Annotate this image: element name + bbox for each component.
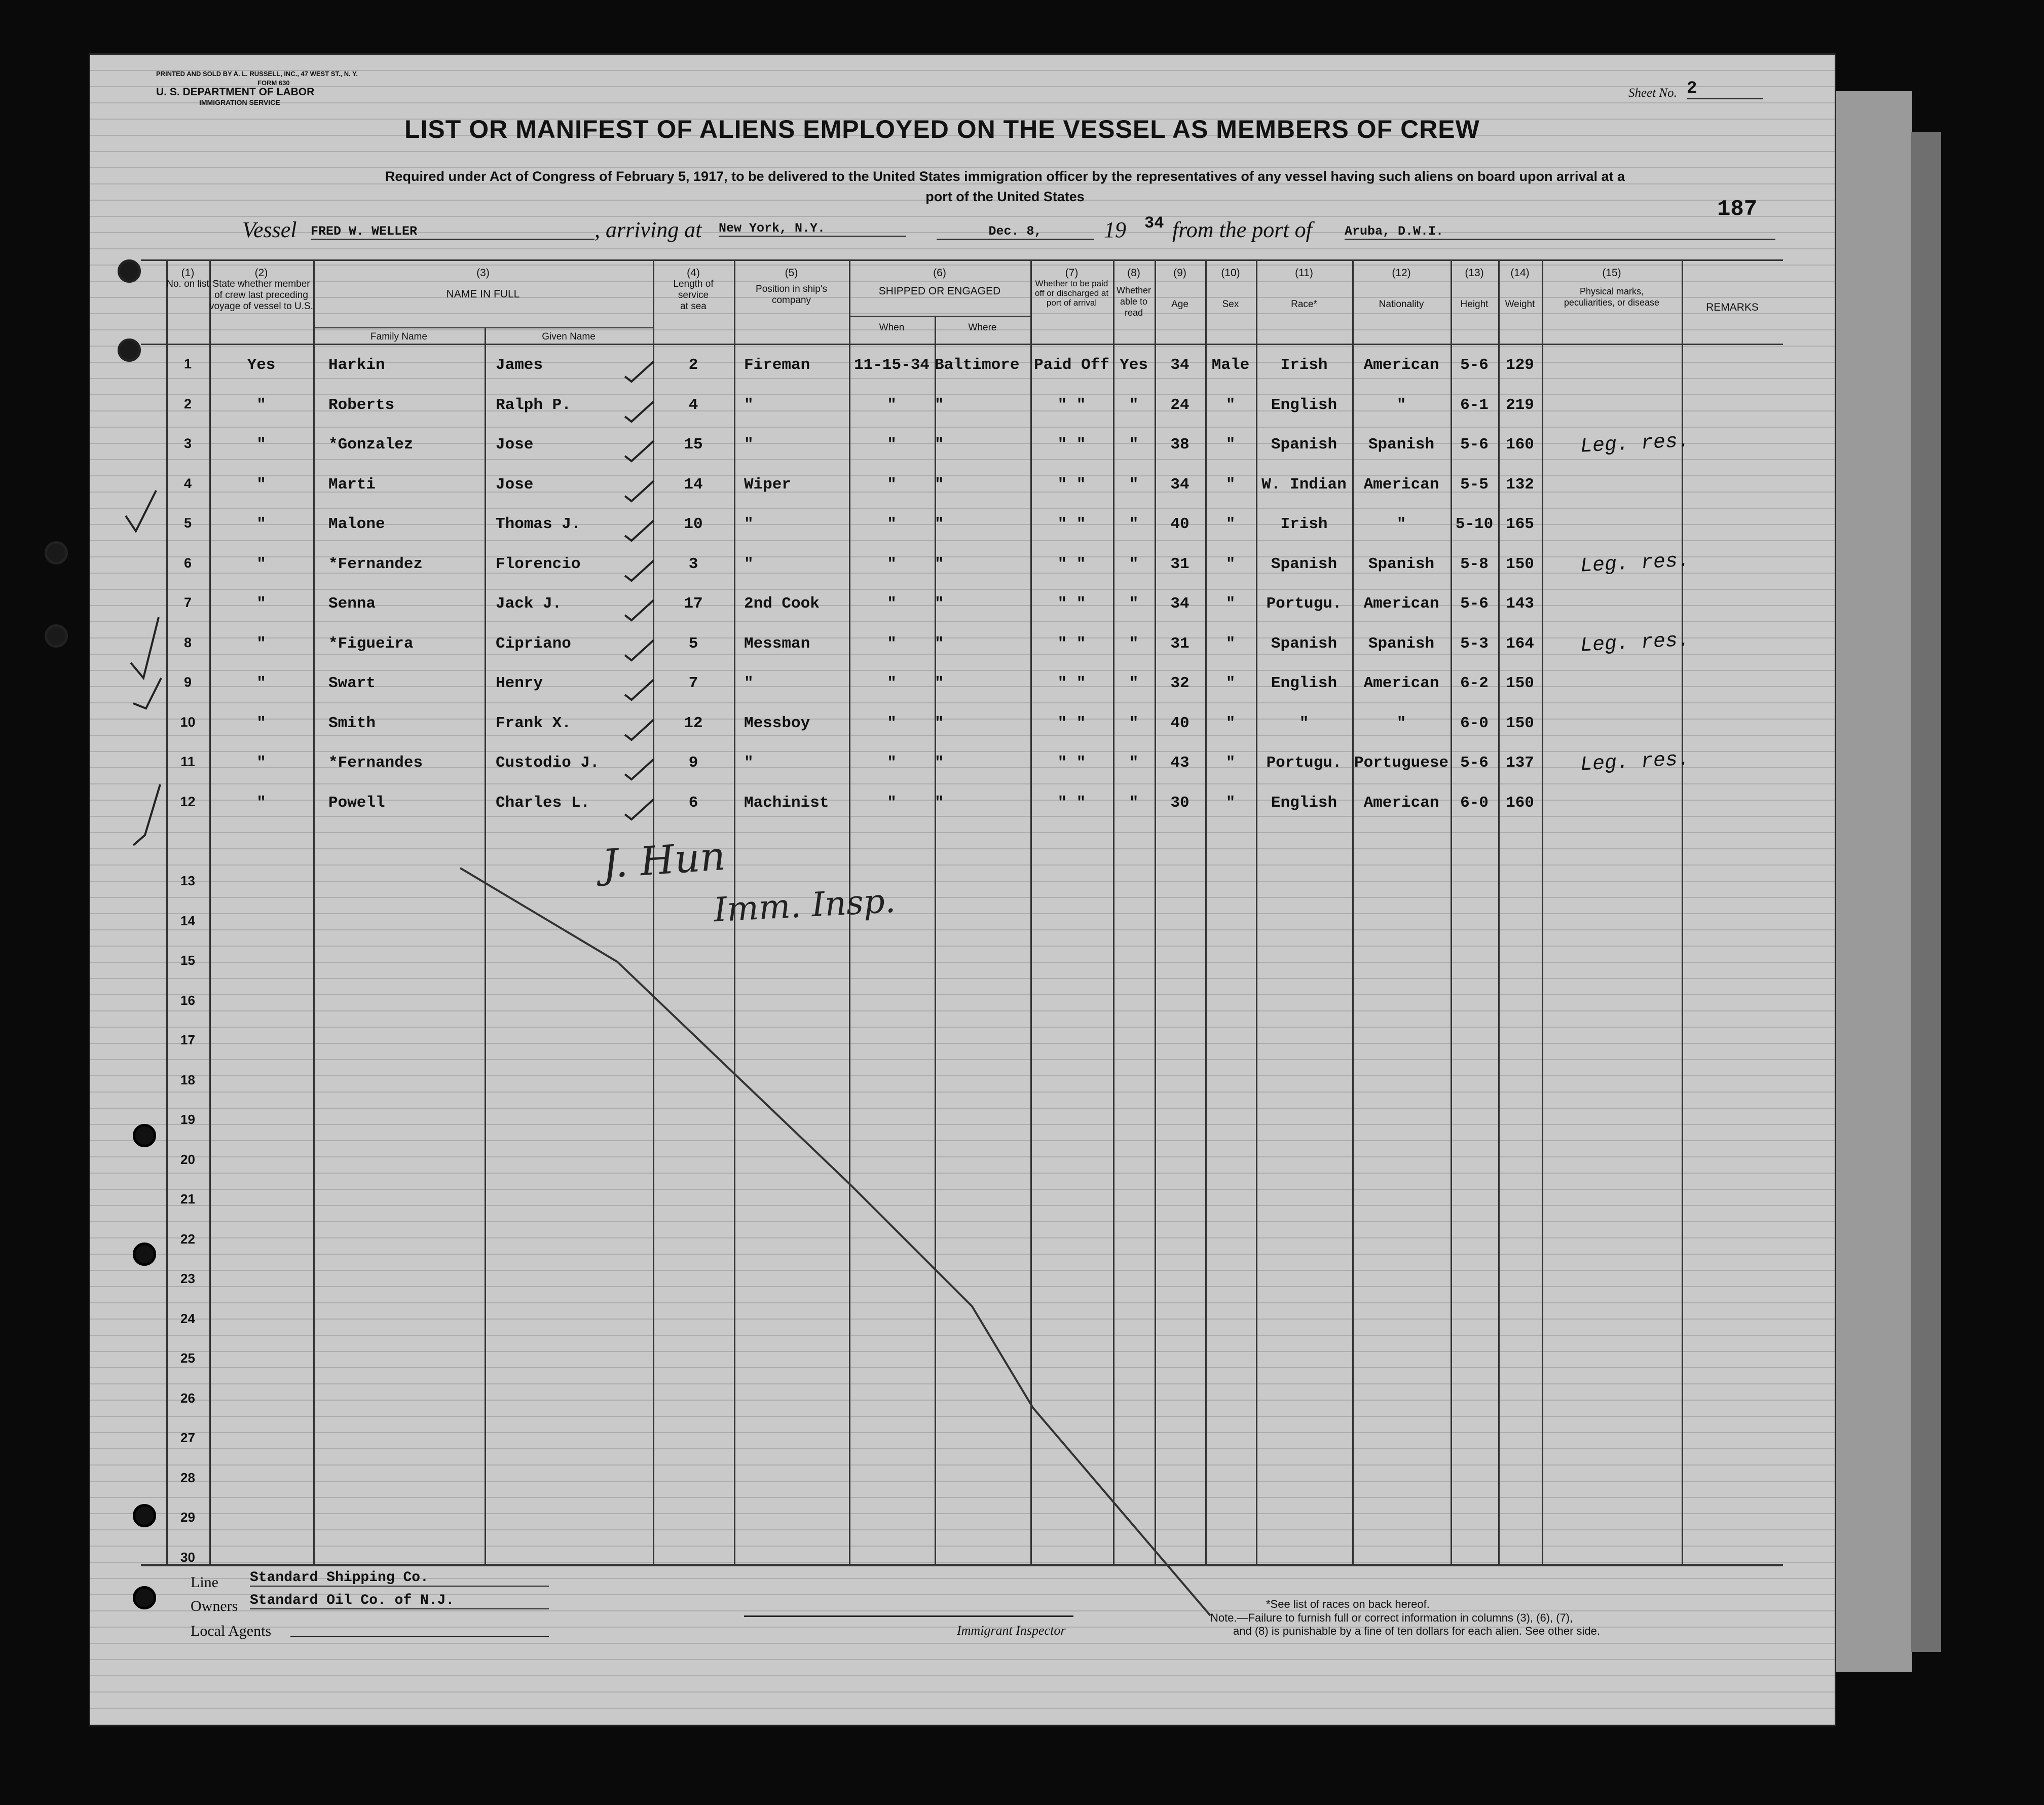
cell-race: Portugu. (1266, 595, 1342, 613)
cell-shipped-where: Baltimore (935, 356, 1020, 374)
cell-shipped-where: " (935, 595, 944, 613)
cell-row-number: 11 (180, 754, 195, 769)
sheet-label: Sheet No. (1628, 86, 1677, 100)
sheet-number: 2 (1687, 79, 1763, 99)
cell-able-to-read: " (1129, 595, 1139, 613)
cell-nationality: American (1363, 794, 1439, 812)
cell-row-number: 4 (183, 475, 192, 491)
cell-position: " (744, 754, 754, 772)
cell-race: Irish (1280, 515, 1328, 533)
cell-paid-off: " " (1057, 515, 1086, 533)
cell-row-number: 9 (183, 674, 192, 690)
form-number: FORM 630 (257, 79, 290, 87)
cell-given-name: Florencio (496, 555, 581, 573)
cell-paid-off: " " (1057, 436, 1086, 454)
cell-height: 5-6 (1460, 356, 1489, 374)
line-value: Standard Shipping Co. (250, 1570, 549, 1587)
cell-previous-voyage: " (256, 754, 266, 772)
form-title: LIST OR MANIFEST OF ALIENS EMPLOYED ON THE VESSEL AS MEMBERS OF CREW (404, 115, 1480, 143)
cell-position: " (744, 555, 754, 573)
cell-sex: " (1225, 674, 1236, 692)
cancel-line (90, 55, 1835, 1725)
cell-nationality: Spanish (1368, 634, 1435, 653)
department-name: U. S. DEPARTMENT OF LABOR (156, 86, 315, 98)
cell-physical-marks: Leg. res. (1579, 628, 1691, 658)
cell-age: 34 (1170, 475, 1190, 494)
cell-weight: 160 (1506, 794, 1534, 812)
binder-hole (133, 1243, 156, 1266)
cell-able-to-read: " (1129, 754, 1139, 772)
cell-service-length: 4 (688, 396, 698, 414)
cell-nationality: Spanish (1368, 436, 1435, 454)
col-header-nationality: (12) Nationality (1379, 267, 1424, 310)
cell-weight: 137 (1506, 754, 1534, 772)
cell-race: English (1271, 674, 1337, 692)
cell-weight: 150 (1506, 555, 1534, 573)
cell-shipped-where: " (935, 794, 944, 812)
cell-row-number: 7 (183, 595, 192, 610)
cell-nationality: Portuguese (1354, 754, 1449, 772)
cell-given-name: Ralph P. (496, 396, 571, 414)
cell-nationality: American (1363, 356, 1439, 374)
cell-service-length: 5 (688, 634, 698, 653)
empty-row-number: 28 (180, 1470, 195, 1485)
cell-previous-voyage: " (256, 396, 266, 414)
vessel-label: Vessel (242, 217, 297, 242)
cell-age: 30 (1170, 794, 1190, 812)
year-suffix: 34 (1144, 214, 1164, 233)
col-header-when: When (879, 322, 905, 333)
cell-weight: 129 (1506, 356, 1534, 374)
cell-service-length: 12 (684, 714, 703, 732)
cell-service-length: 10 (684, 515, 703, 533)
cell-height: 6-0 (1460, 714, 1489, 732)
cell-nationality: " (1396, 714, 1406, 732)
empty-row-number: 13 (180, 873, 195, 888)
cell-age: 40 (1170, 515, 1190, 533)
cell-service-length: 15 (684, 436, 703, 454)
cell-age: 38 (1170, 436, 1190, 454)
cell-shipped-where: " (935, 754, 944, 772)
footnote-fine: and (8) is punishable by a fine of ten dollars for each alien. See other side. (1233, 1625, 1601, 1637)
cell-paid-off: " " (1057, 475, 1086, 494)
cell-service-length: 2 (688, 356, 698, 374)
cell-service-length: 17 (684, 595, 703, 613)
col-header-previous-voyage: (2) State whether member of crew last preceding voyage of vessel to U.S. (209, 267, 313, 312)
underlying-sheet-edge (1835, 91, 1912, 1672)
cell-shipped-where: " (935, 515, 944, 533)
cell-previous-voyage: Yes (247, 356, 276, 374)
cell-able-to-read: " (1129, 714, 1139, 732)
cell-given-name: Thomas J. (496, 515, 581, 533)
cell-shipped-when: " (887, 515, 897, 533)
cell-shipped-when: " (887, 674, 897, 692)
inspector-signature: J. Hun (601, 833, 727, 888)
owners-value: Standard Oil Co. of N.J. (250, 1593, 549, 1609)
cell-shipped-when: " (887, 714, 897, 732)
cell-position: Fireman (744, 356, 810, 374)
cell-sex: " (1225, 396, 1236, 414)
cell-paid-off: " " (1057, 674, 1086, 692)
cell-family-name: *Fernandes (328, 754, 423, 772)
empty-row-number: 23 (180, 1271, 195, 1286)
line-label: Line (191, 1574, 218, 1591)
vessel-name: FRED W. WELLER (311, 224, 594, 240)
cell-paid-off: " " (1057, 595, 1086, 613)
cell-given-name: Jose (496, 475, 534, 494)
cell-height: 5-8 (1460, 555, 1489, 573)
cell-row-number: 8 (183, 634, 192, 650)
cell-position: Wiper (744, 475, 792, 494)
empty-row-number: 17 (180, 1032, 195, 1047)
col-header-no: (1) No. on list (166, 267, 209, 289)
col-header-able-to-read: (8) Whether able to read (1116, 267, 1151, 318)
col-header-race: (11) Race* (1291, 267, 1317, 310)
cell-race: Spanish (1271, 634, 1337, 653)
immigrant-inspector-label: Immigrant Inspector (957, 1623, 1066, 1638)
inspector-signature-line (744, 1615, 1073, 1617)
cell-nationality: American (1363, 475, 1439, 494)
binder-hole (133, 1504, 156, 1527)
cell-paid-off: " " (1057, 714, 1086, 732)
cell-previous-voyage: " (256, 674, 266, 692)
cell-position: " (744, 436, 754, 454)
cell-given-name: Jose (496, 436, 534, 454)
col-header-where: Where (968, 322, 997, 333)
cell-given-name: Cipriano (496, 634, 571, 653)
cell-paid-off: " " (1057, 396, 1086, 414)
subtitle-line-2: port of the United States (925, 189, 1085, 204)
col-header-sex: (10) Sex (1221, 267, 1240, 310)
empty-row-number: 19 (180, 1112, 195, 1127)
cell-race: English (1271, 396, 1337, 414)
col-header-physical-marks: (15) Physical marks, peculiarities, or disease (1564, 267, 1660, 308)
cell-weight: 165 (1506, 515, 1534, 533)
from-port: Aruba, D.W.I. (1345, 224, 1775, 240)
cell-row-number: 1 (183, 356, 192, 371)
cell-shipped-when: " (887, 396, 897, 414)
cell-family-name: Powell (328, 794, 385, 812)
cell-able-to-read: " (1129, 794, 1139, 812)
cell-nationality: American (1363, 595, 1439, 613)
cell-shipped-when: " (887, 555, 897, 573)
cell-race: Irish (1280, 356, 1328, 374)
binder-hole (118, 259, 141, 283)
cell-height: 5-6 (1460, 436, 1489, 454)
cell-position: " (744, 674, 754, 692)
cell-age: 32 (1170, 674, 1190, 692)
page-stamp: 187 (1717, 197, 1758, 222)
cell-race: English (1271, 794, 1337, 812)
cell-age: 34 (1170, 595, 1190, 613)
cell-shipped-where: " (935, 714, 944, 732)
cell-service-length: 14 (684, 475, 703, 494)
cell-position: " (744, 396, 754, 414)
empty-row-number: 30 (180, 1549, 195, 1565)
cell-able-to-read: " (1129, 396, 1139, 414)
cell-previous-voyage: " (256, 436, 266, 454)
cell-position: Messboy (744, 714, 810, 732)
cell-shipped-where: " (935, 634, 944, 653)
cell-shipped-where: " (935, 396, 944, 414)
cell-weight: 150 (1506, 674, 1534, 692)
cell-shipped-when: 11-15-34 (854, 356, 930, 374)
cell-previous-voyage: " (256, 515, 266, 533)
cell-position: Messman (744, 634, 810, 653)
col-header-weight: (14) Weight (1505, 267, 1535, 310)
cell-able-to-read: " (1129, 555, 1139, 573)
cell-race: Spanish (1271, 555, 1337, 573)
cell-sex: " (1225, 555, 1236, 573)
binder-hole (45, 624, 68, 648)
owners-label: Owners (191, 1598, 238, 1614)
service-name: IMMIGRATION SERVICE (199, 98, 280, 106)
cell-able-to-read: " (1129, 634, 1139, 653)
cell-weight: 164 (1506, 634, 1534, 653)
cell-family-name: Senna (328, 595, 376, 613)
cell-previous-voyage: " (256, 475, 266, 494)
cell-shipped-when: " (887, 475, 897, 494)
cell-age: 40 (1170, 714, 1190, 732)
cell-paid-off: " " (1057, 555, 1086, 573)
cell-sex: " (1225, 634, 1236, 653)
cell-age: 31 (1170, 555, 1190, 573)
cell-nationality: " (1396, 515, 1406, 533)
cell-height: 6-2 (1460, 674, 1489, 692)
cell-position: Machinist (744, 794, 829, 812)
cell-sex: " (1225, 515, 1236, 533)
binder-hole (118, 339, 141, 362)
cell-previous-voyage: " (256, 714, 266, 732)
cell-family-name: Malone (328, 515, 385, 533)
empty-row-number: 16 (180, 992, 195, 1008)
cell-race: Portugu. (1266, 754, 1342, 772)
cell-able-to-read: Yes (1120, 356, 1148, 374)
footnote-races: *See list of races on back hereof. (1266, 1598, 1430, 1610)
cell-paid-off: " " (1057, 634, 1086, 653)
cell-weight: 219 (1506, 396, 1534, 414)
cell-sex: " (1225, 595, 1236, 613)
cell-shipped-where: " (935, 436, 944, 454)
empty-row-number: 20 (180, 1151, 195, 1167)
cell-service-length: 6 (688, 794, 698, 812)
cell-able-to-read: " (1129, 475, 1139, 494)
cell-row-number: 12 (180, 794, 196, 809)
cell-family-name: Swart (328, 674, 376, 692)
col-header-remarks: REMARKS (1706, 302, 1759, 313)
cell-shipped-when: " (887, 634, 897, 653)
cell-family-name: Smith (328, 714, 376, 732)
cell-shipped-where: " (935, 555, 944, 573)
col-header-given-name: Given Name (542, 331, 596, 342)
agents-label: Local Agents (191, 1623, 272, 1639)
cell-race: " (1299, 714, 1309, 732)
printer-line: PRINTED AND SOLD BY A. L. RUSSELL, INC., 47 WEST ST., N. Y. (156, 70, 358, 78)
inspector-title: Imm. Insp. (713, 881, 897, 930)
empty-row-number: 14 (180, 913, 195, 928)
col-header-age: (9) Age (1171, 267, 1188, 310)
cell-family-name: *Gonzalez (328, 436, 414, 454)
cell-height: 6-0 (1460, 794, 1489, 812)
cell-family-name: Marti (328, 475, 376, 494)
cell-age: 24 (1170, 396, 1190, 414)
cell-service-length: 7 (688, 674, 698, 692)
binder-hole (133, 1124, 156, 1147)
cell-given-name: Jack J. (496, 595, 562, 613)
cell-height: 5-5 (1460, 475, 1489, 494)
cell-given-name: Frank X. (496, 714, 571, 732)
footnote-note: Note.—Failure to furnish full or correct information in columns (3), (6), (7), (1210, 1611, 1573, 1624)
cell-row-number: 3 (183, 436, 192, 451)
manifest-sheet (90, 55, 1835, 1725)
cell-able-to-read: " (1129, 436, 1139, 454)
cell-family-name: Harkin (328, 356, 385, 374)
cell-shipped-where: " (935, 674, 944, 692)
cell-previous-voyage: " (256, 595, 266, 613)
agents-line (290, 1636, 549, 1637)
col-header-name: (3) NAME IN FULL (446, 267, 520, 300)
empty-row-number: 21 (180, 1191, 195, 1207)
cell-row-number: 2 (183, 396, 192, 411)
cell-sex: " (1225, 475, 1236, 494)
cell-row-number: 6 (183, 555, 192, 571)
empty-row-number: 29 (180, 1510, 195, 1525)
cell-family-name: Roberts (328, 396, 395, 414)
cell-race: W. Indian (1261, 475, 1347, 494)
cell-physical-marks: Leg. res. (1579, 549, 1691, 578)
cell-height: 6-1 (1460, 396, 1489, 414)
cell-physical-marks: Leg. res. (1579, 748, 1691, 777)
cell-nationality: " (1396, 396, 1406, 414)
empty-row-number: 22 (180, 1231, 195, 1247)
cell-sex: " (1225, 754, 1236, 772)
empty-row-number: 15 (180, 953, 195, 968)
empty-row-number: 18 (180, 1072, 195, 1087)
col-header-height: (13) Height (1460, 267, 1489, 310)
cell-paid-off: " " (1057, 754, 1086, 772)
cell-nationality: American (1363, 674, 1439, 692)
col-header-family-name: Family Name (370, 331, 427, 342)
cell-family-name: *Figueira (328, 634, 414, 653)
cell-age: 31 (1170, 634, 1190, 653)
cell-height: 5-6 (1460, 595, 1489, 613)
empty-row-number: 25 (180, 1350, 195, 1366)
from-port-label: from the port of (1172, 217, 1312, 242)
cell-service-length: 3 (688, 555, 698, 573)
cell-given-name: Charles L. (496, 794, 590, 812)
cell-family-name: *Fernandez (328, 555, 423, 573)
cell-sex: " (1225, 714, 1236, 732)
cell-weight: 150 (1506, 714, 1534, 732)
cell-sex: " (1225, 436, 1236, 454)
cell-age: 43 (1170, 754, 1190, 772)
cell-previous-voyage: " (256, 794, 266, 812)
cell-paid-off: Paid Off (1034, 356, 1109, 374)
arriving-label: , arriving at (594, 217, 702, 242)
year-prefix: 19 (1104, 217, 1126, 242)
subtitle-line-1: Required under Act of Congress of February 5, 1917, to be delivered to the United States immigration officer by the representatives of any vessel having such aliens on board upon arrival at a (385, 169, 1625, 184)
cell-row-number: 10 (180, 714, 196, 730)
cell-given-name: James (496, 356, 543, 374)
cell-able-to-read: " (1129, 515, 1139, 533)
cell-race: Spanish (1271, 436, 1337, 454)
cell-weight: 143 (1506, 595, 1534, 613)
binder-hole (45, 541, 68, 565)
cell-row-number: 5 (183, 515, 192, 531)
cell-shipped-when: " (887, 436, 897, 454)
arrival-date: Dec. 8, (937, 224, 1094, 240)
cell-shipped-when: " (887, 794, 897, 812)
cell-position: " (744, 515, 754, 533)
empty-row-number: 26 (180, 1390, 195, 1406)
empty-row-number: 24 (180, 1310, 195, 1326)
cell-position: 2nd Cook (744, 595, 820, 613)
cell-shipped-where: " (935, 475, 944, 494)
cell-height: 5-3 (1460, 634, 1489, 653)
cell-height: 5-10 (1455, 515, 1494, 533)
cell-able-to-read: " (1129, 674, 1139, 692)
col-header-paid-off: (7) Whether to be paid off or discharged at port of arrival (1034, 267, 1109, 308)
cell-given-name: Henry (496, 674, 543, 692)
cell-sex: Male (1211, 356, 1250, 374)
underlying-sheet-edge-2 (1911, 132, 1941, 1652)
arriving-port: New York, N.Y. (719, 221, 906, 237)
cell-weight: 160 (1506, 436, 1534, 454)
cell-shipped-when: " (887, 754, 897, 772)
cell-given-name: Custodio J. (496, 754, 600, 772)
cell-previous-voyage: " (256, 634, 266, 653)
cell-weight: 132 (1506, 475, 1534, 494)
col-header-position: (5) Position in ship's company (756, 267, 827, 306)
col-header-shipped: (6) SHIPPED OR ENGAGED (878, 267, 1001, 297)
binder-hole (133, 1586, 156, 1609)
cell-shipped-when: " (887, 595, 897, 613)
cell-previous-voyage: " (256, 555, 266, 573)
cell-sex: " (1225, 794, 1236, 812)
cell-paid-off: " " (1057, 794, 1086, 812)
cell-height: 5-6 (1460, 754, 1489, 772)
empty-row-number: 27 (180, 1430, 195, 1445)
col-header-service-length: (4) Length of service at sea (673, 267, 714, 312)
cell-nationality: Spanish (1368, 555, 1435, 573)
cell-age: 34 (1170, 356, 1190, 374)
cell-physical-marks: Leg. res. (1579, 430, 1691, 459)
cell-service-length: 9 (688, 754, 698, 772)
